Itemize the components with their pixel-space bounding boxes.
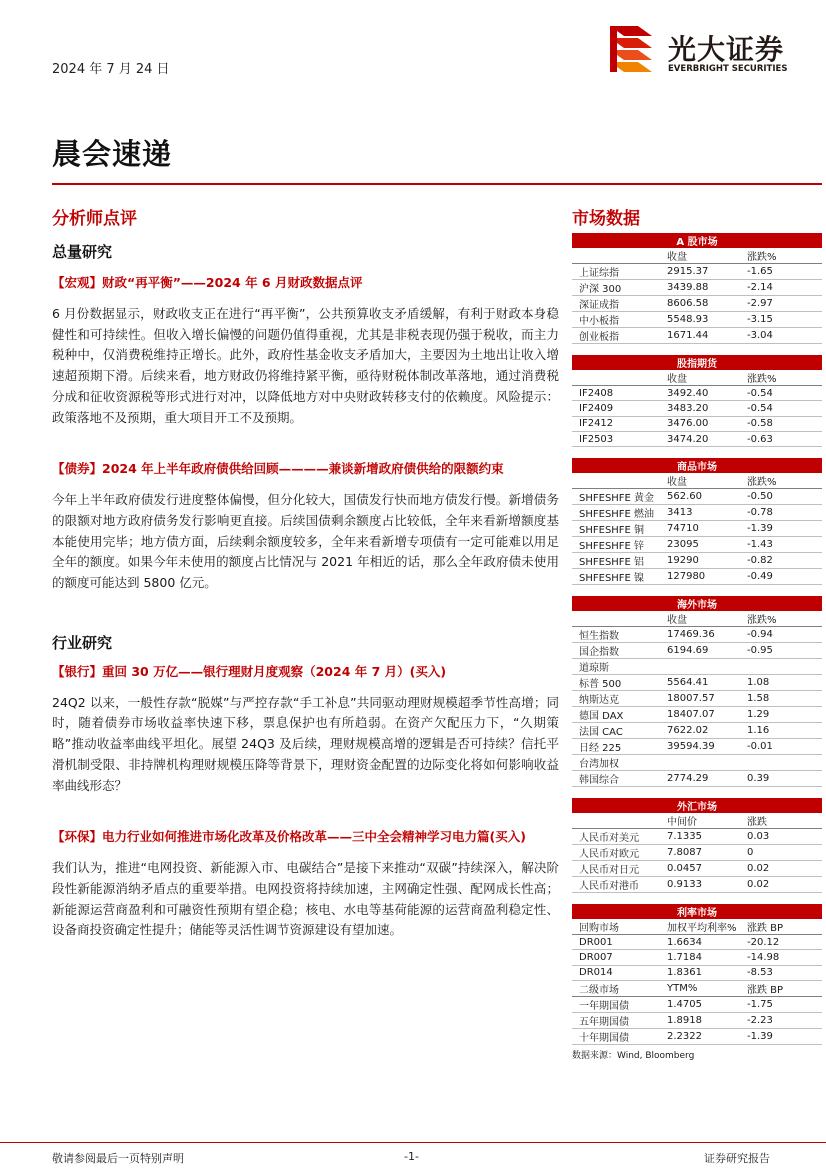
cell-value: -2.14 [740,280,822,296]
table-row [572,755,822,771]
column-header: 收盘 [660,370,740,386]
article-title-bank[interactable]: 【银行】重回 30 万亿——银行理财月度观察（2024 年 7 月）(买入) [52,663,447,679]
cell-value [660,659,740,675]
table-row [572,723,822,739]
cell-value: -1.75 [740,997,822,1013]
table-row [572,431,822,446]
table-title: 商品市场 [572,458,822,473]
cell-value: 18407.07 [660,707,740,723]
table-row [572,1029,822,1045]
row-label: 德国 DAX [572,707,660,723]
row-label: IF2408 [572,386,660,401]
row-label: 深证成指 [572,296,660,312]
table-row [572,416,822,431]
column-header: 涨跌% [740,370,822,386]
cell-value: 2915.37 [660,264,740,280]
cell-value: 0.39 [740,771,822,787]
futures-rows [572,386,822,447]
cell-value: 1.08 [740,675,822,691]
article-body-environment: 我们认为，推进“电网投资、新能源入市、电碳结合”是接下来推动“双碳”持续深入，解决阶段性新能源消纳矛盾点的重要举措。电网投资将持续加速，主网确定性强、配网成长性高；新能源运营商盈利和可融资性预期有望企稳；核电、水电等基荷能源的运营商盈利稳定性、设备商投资确定性提升；储能等灵活性调节资源建设有望加速。 [52,860,559,938]
article-title-environment[interactable]: 【环保】电力行业如何推进市场化改革及价格改革——三中全会精神学习电力篇(买入) [52,829,526,845]
table-row [572,553,822,569]
cell-value: -0.50 [740,489,822,505]
table-row [572,569,822,585]
cell-value: 1.7184 [660,950,740,965]
cell-value: -0.58 [740,416,822,431]
article-body-bank: 24Q2 以来，一般性存款“脱媒”与严控存款“手工补息”共同驱动理财规模超季节性高增；同时，随着债券市场收益率快速下移，票息保护也有所趋弱。在资产欠配压力下，“久期策略”推动收益率曲线平坦化。展望 24Q3 及后续，理财规模高增的逻辑是否可持续？信托平滑机制受限、非持牌机构理财规模压降等背景下，理财资金配置的边际变化将如何影响收益率曲线形态？ [52,694,559,793]
cell-value: 127980 [660,569,740,585]
macro-research-heading: 总量研究 [52,243,113,261]
column-header: 涨跌% [740,248,822,264]
cell-value: 74710 [660,521,740,537]
cell-value: -8.53 [740,965,822,980]
cell-value: 39594.39 [660,739,740,755]
table-row [572,1013,822,1029]
table-row [572,675,822,691]
index-futures-table [572,355,822,447]
cell-value: 1.16 [740,723,822,739]
market-data-title: 市场数据 [572,209,640,229]
cell-value: 0.9133 [660,877,740,893]
fx-rows [572,829,822,893]
table-row [572,935,822,950]
table-row [572,401,822,416]
table-row [572,386,822,401]
cell-value: 5564.41 [660,675,740,691]
table-row [572,861,822,877]
table-row [572,312,822,328]
cell-value: 17469.36 [660,627,740,643]
cell-value [740,755,822,771]
row-label: SHFESHFE 黄金 [572,489,660,505]
cell-value: 0.02 [740,861,822,877]
table-row [572,691,822,707]
cell-value: 3483.20 [660,401,740,416]
table-row [572,845,822,861]
table-title: 海外市场 [572,596,822,611]
row-label: 标普 500 [572,675,660,691]
cell-value: -0.01 [740,739,822,755]
cell-value: 1.6634 [660,935,740,950]
table-row [572,643,822,659]
table-header-row [572,919,822,935]
overseas-market-table [572,596,822,787]
cell-value: 1.58 [740,691,822,707]
table-row [572,739,822,755]
column-header: 涨跌 [740,813,822,829]
table-header-row [572,981,822,997]
industry-research-heading: 行业研究 [52,633,113,652]
cell-value [740,659,822,675]
article-body-bond: 今年上半年政府债发行进度整体偏慢，但分化较大，国债发行快而地方债发行慢。新增债务的限额对地方政府债务发行影响更直接。后续国债剩余额度占比较低，全年来看新增额度基本能使用完毕；地方债方面，后续剩余额度较多，全年来看新增专项债有一定可能难以用足全年的额度。如果今年未使用的额度占比情况与 2021 年相近的话，那么全年政府债未使用的额度可能达到 5800 亿元。 [52,492,559,591]
fx-market-table [572,798,822,893]
table-title: 股指期货 [572,355,822,370]
cell-value: -0.94 [740,627,822,643]
cell-value: 1.8918 [660,1013,740,1029]
cell-value: -3.15 [740,312,822,328]
row-label: SHFESHFE 锌 [572,537,660,553]
page-number: -1- [404,1150,419,1163]
overseas-rows [572,627,822,787]
cell-value: -2.97 [740,296,822,312]
cell-value: 2.2322 [660,1029,740,1045]
row-label: DR001 [572,935,660,950]
cell-value: 19290 [660,553,740,569]
table-row [572,521,822,537]
column-header: 加权平均利率% [660,919,740,935]
table-row [572,489,822,505]
row-label: 法国 CAC [572,723,660,739]
row-label: IF2412 [572,416,660,431]
cell-value: -0.54 [740,386,822,401]
column-header: 收盘 [660,248,740,264]
row-label: DR007 [572,950,660,965]
row-label: 十年期国债 [572,1029,660,1045]
table-header-row [572,813,822,829]
market-data-panel [572,204,822,1061]
table-title: A 股市场 [572,233,822,248]
cell-value: 7622.02 [660,723,740,739]
cell-value: 7.1335 [660,829,740,845]
cell-value: 562.60 [660,489,740,505]
row-label: 韩国综合 [572,771,660,787]
row-label: 上证综指 [572,264,660,280]
cell-value: 23095 [660,537,740,553]
row-label: 恒生指数 [572,627,660,643]
cell-value: 3492.40 [660,386,740,401]
cell-value: 0.03 [740,829,822,845]
column-header: 二级市场 [572,981,660,997]
cell-value: -0.95 [740,643,822,659]
column-header: 收盘 [660,473,740,489]
cell-value: -0.63 [740,431,822,446]
column-header: 涨跌% [740,473,822,489]
row-label: 沪深 300 [572,280,660,296]
cell-value: 1.29 [740,707,822,723]
cell-value: -2.23 [740,1013,822,1029]
row-label: 国企指数 [572,643,660,659]
cell-value: 3476.00 [660,416,740,431]
article-title-macro[interactable]: 【宏观】财政“再平衡”——2024 年 6 月财政数据点评 [52,275,363,290]
column-header: 回购市场 [572,919,660,935]
row-label: 道琼斯 [572,659,660,675]
column-header: YTM% [660,981,740,997]
section-title: 分析师点评 [52,209,137,229]
table-row [572,296,822,312]
cell-value: 2774.29 [660,771,740,787]
everbright-logo-icon [608,22,656,78]
table-row [572,771,822,787]
footer-divider [0,1142,826,1143]
article-title-bond[interactable]: 【债券】2024 年上半年政府债供给回顾————兼谈新增政府债供给的限额约束 [52,461,504,477]
table-row [572,537,822,553]
row-label: 人民币对日元 [572,861,660,877]
cell-value: 1.8361 [660,965,740,980]
cell-value: -0.54 [740,401,822,416]
row-label: 日经 225 [572,739,660,755]
table-row [572,659,822,675]
cell-value: -0.82 [740,553,822,569]
report-type: 证券研究报告 [704,1152,770,1165]
row-label: SHFESHFE 镍 [572,569,660,585]
column-header [572,473,660,489]
row-label: 创业板指 [572,328,660,344]
table-row [572,950,822,965]
row-label: 五年期国债 [572,1013,660,1029]
table-title: 利率市场 [572,904,822,919]
a-share-table [572,233,822,344]
cell-value: 0.02 [740,877,822,893]
cell-value: -0.49 [740,569,822,585]
disclaimer-note[interactable]: 敬请参阅最后一页特别声明 [52,1152,184,1165]
cell-value: -1.65 [740,264,822,280]
cell-value: 3413 [660,505,740,521]
cell-value: -14.98 [740,950,822,965]
title-divider [52,183,822,185]
cell-value: 7.8087 [660,845,740,861]
row-label: SHFESHFE 铜 [572,521,660,537]
column-header: 中间价 [660,813,740,829]
report-date: 2024 年 7 月 24 日 [52,62,170,77]
a-share-rows [572,264,822,344]
cell-value: 0.0457 [660,861,740,877]
cell-value: -0.78 [740,505,822,521]
cell-value: 0 [740,845,822,861]
column-header: 收盘 [660,611,740,627]
commodity-rows [572,489,822,585]
row-label: 中小板指 [572,312,660,328]
table-header-row [572,611,822,627]
row-label: 纳斯达克 [572,691,660,707]
cell-value: 1671.44 [660,328,740,344]
table-row [572,829,822,845]
row-label: 人民币对欧元 [572,845,660,861]
column-header [572,611,660,627]
row-label: 人民币对港币 [572,877,660,893]
article-body-macro: 6 月份数据显示，财政收支正在进行“再平衡”，公共预算收支矛盾缓解，有利于财政本身稳健性和可持续性。但收入增长偏慢的问题仍值得重视，尤其是非税表现仍强于税收，而主力税种中，仅消费税维持正增长。此外，政府性基金收支矛盾加大，主要因为土地出让收入增速超预期下滑。后续来看，地方财政仍将维持紧平衡，亟待财税体制改革落地，通过消费税分成和征收资源税等形式进行对冲，以降低地方对中央财政转移支付的依赖度。风险提示：政策落地不及预期，重大项目开工不及预期。 [52,306,559,425]
cell-value [660,755,740,771]
table-row [572,280,822,296]
cell-value: -3.04 [740,328,822,344]
column-header: 涨跌 BP [740,981,822,997]
table-header-row [572,248,822,264]
column-header [572,370,660,386]
table-row [572,707,822,723]
cell-value: -1.39 [740,521,822,537]
row-label: 台湾加权 [572,755,660,771]
table-row [572,264,822,280]
bond-yield-rows [572,997,822,1045]
table-row [572,505,822,521]
repo-rows [572,935,822,981]
table-row [572,627,822,643]
cell-value: 5548.93 [660,312,740,328]
cell-value: 3474.20 [660,431,740,446]
logo-english-name: EVERBRIGHT SECURITIES [668,64,788,74]
cell-value: -1.43 [740,537,822,553]
analyst-commentary [52,204,559,941]
cell-value: 18007.57 [660,691,740,707]
page-title: 晨会速递 [52,137,173,171]
table-title: 外汇市场 [572,798,822,813]
row-label: 人民币对美元 [572,829,660,845]
table-row [572,965,822,980]
data-source-note: 数据来源：Wind, Bloomberg [572,1051,695,1062]
cell-value: 3439.88 [660,280,740,296]
cell-value: -20.12 [740,935,822,950]
column-header [572,248,660,264]
row-label: SHFESHFE 铝 [572,553,660,569]
table-row [572,328,822,344]
rates-market-table [572,904,822,1045]
row-label: 一年期国债 [572,997,660,1013]
table-header-row [572,473,822,489]
table-header-row [572,370,822,386]
cell-value: 8606.58 [660,296,740,312]
column-header [572,813,660,829]
commodity-table [572,458,822,585]
row-label: SHFESHFE 燃油 [572,505,660,521]
logo-chinese-name: 光大证券 [668,33,785,66]
cell-value: 6194.69 [660,643,740,659]
row-label: IF2409 [572,401,660,416]
cell-value: 1.4705 [660,997,740,1013]
table-row [572,997,822,1013]
row-label: IF2503 [572,431,660,446]
column-header: 涨跌% [740,611,822,627]
row-label: DR014 [572,965,660,980]
table-row [572,877,822,893]
everbright-logo [608,22,808,80]
column-header: 涨跌 BP [740,919,822,935]
cell-value: -1.39 [740,1029,822,1045]
